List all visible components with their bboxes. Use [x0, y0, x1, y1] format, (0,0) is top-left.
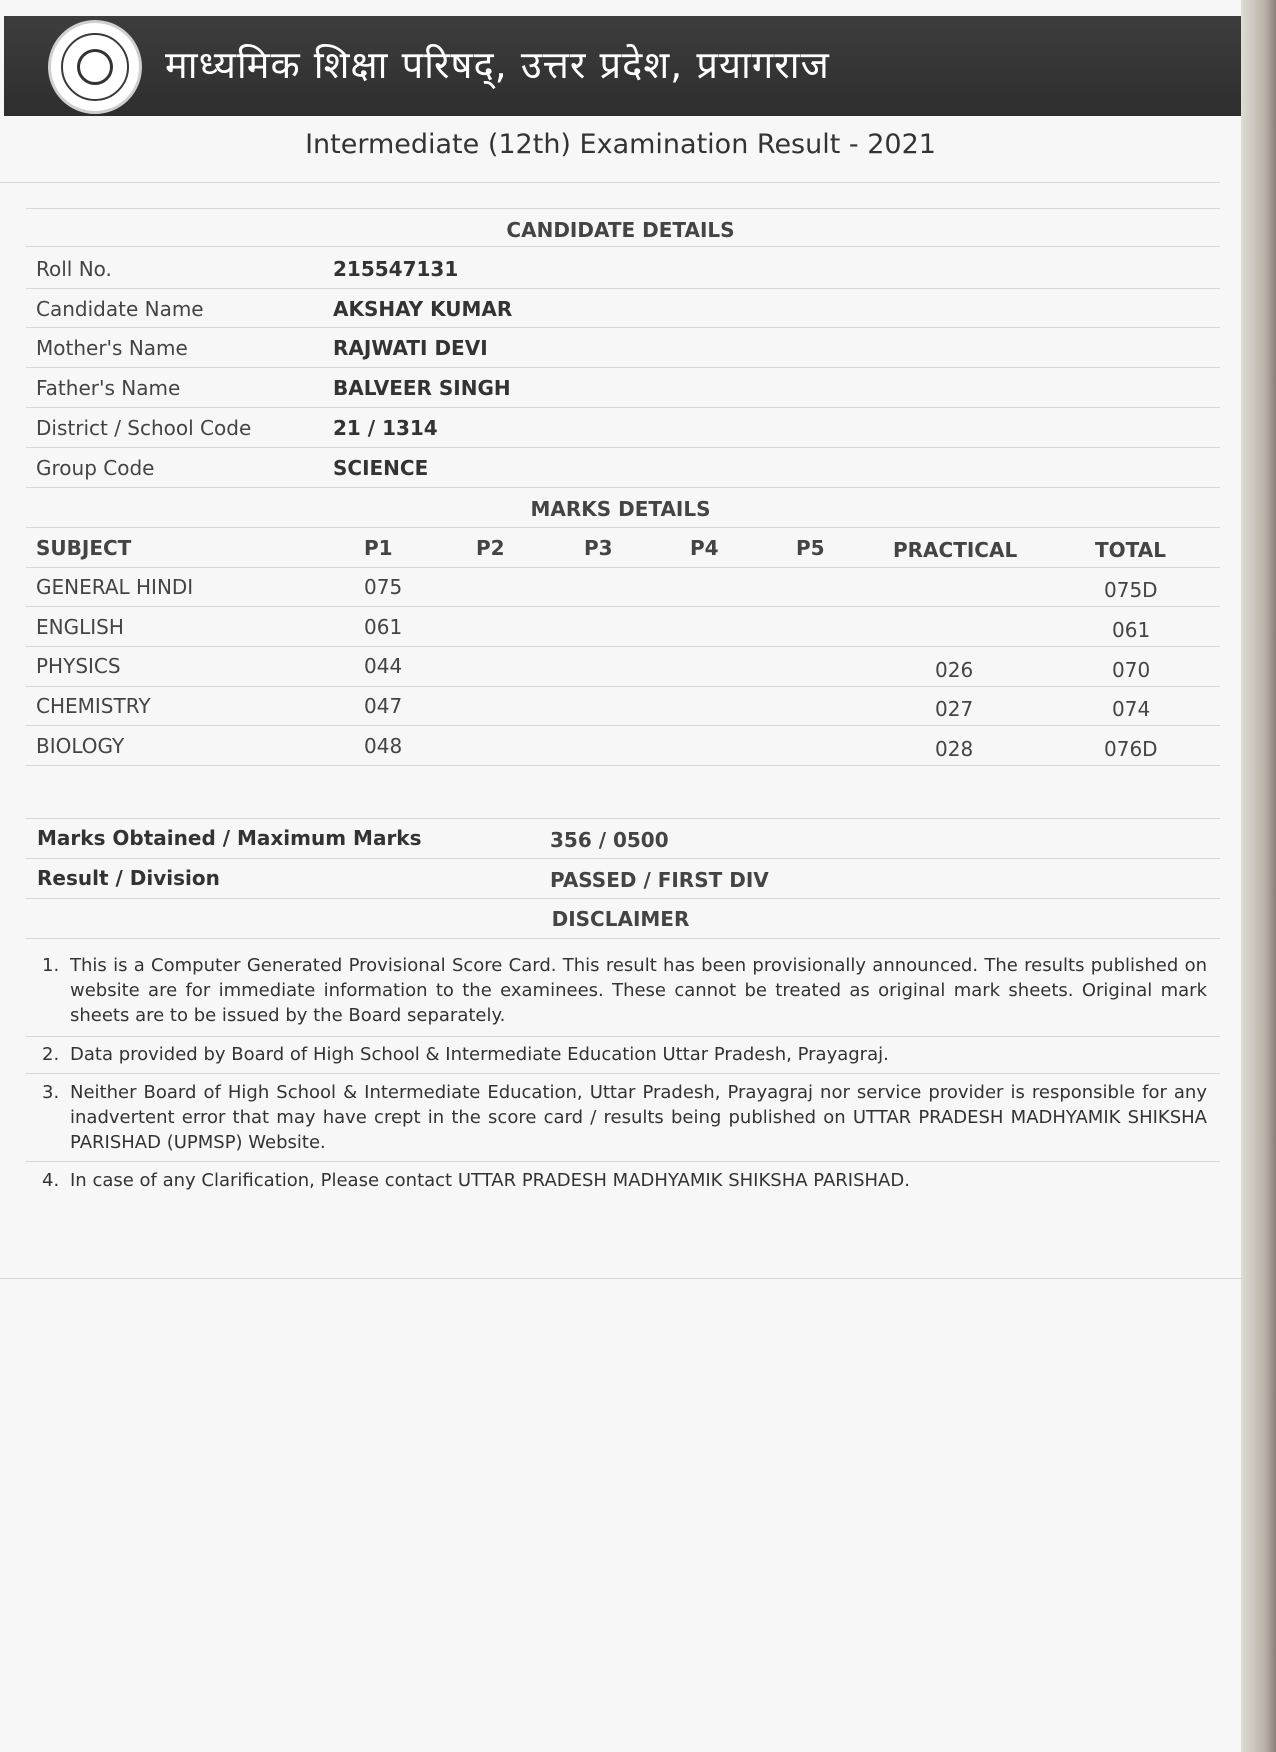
table-row-subject: PHYSICS — [36, 654, 121, 678]
column-header-total: TOTAL — [1095, 538, 1166, 562]
divider — [26, 487, 1220, 488]
disclaimer-item-text: Data provided by Board of High School & Intermediate Education Uttar Pradesh, Prayagraj. — [70, 1044, 889, 1065]
table-row-p1: 075 — [364, 575, 403, 599]
disclaimer-item — [42, 1042, 1207, 1067]
table-row-total: 076D — [1104, 737, 1158, 761]
divider — [26, 567, 1220, 568]
divider — [0, 182, 1220, 183]
divider — [26, 1161, 1220, 1162]
result-division-value: PASSED / FIRST DIV — [550, 868, 769, 892]
table-row-total: 070 — [1112, 658, 1151, 682]
divider — [26, 367, 1220, 368]
divider — [26, 288, 1220, 289]
disclaimer-item — [42, 1168, 1207, 1193]
district-school-code-label: District / School Code — [36, 416, 252, 440]
table-row-practical: 028 — [935, 737, 974, 761]
table-row-subject: ENGLISH — [36, 615, 124, 639]
table-row-subject: CHEMISTRY — [36, 694, 151, 718]
column-header-p3: P3 — [584, 536, 613, 560]
divider — [26, 686, 1220, 687]
marks-details-heading: MARKS DETAILS — [530, 497, 711, 521]
disclaimer-item-text: This is a Computer Generated Provisional Score Card. This result has been provisionally announced. The results published on website are for immediate information to the examinees. These cannot be treated as original mark sheets. Original mark sheets are to be issued by the Board separately. — [70, 955, 1207, 1026]
paper-edge-shadow — [1241, 0, 1276, 1752]
disclaimer-item-number: 1. — [42, 955, 60, 976]
board-title-hindi: माध्यमिक शिक्षा परिषद्, उत्तर प्रदेश, प्रयागराज — [165, 43, 830, 87]
divider — [26, 327, 1220, 328]
divider — [26, 1073, 1220, 1074]
divider — [26, 765, 1220, 766]
marks-obtained-value: 356 / 0500 — [550, 828, 669, 852]
divider — [26, 725, 1220, 726]
column-header-p5: P5 — [796, 536, 825, 560]
divider — [26, 606, 1220, 607]
table-row-subject: BIOLOGY — [36, 734, 125, 758]
group-code-value: SCIENCE — [333, 456, 429, 480]
table-row-subject: GENERAL HINDI — [36, 575, 194, 599]
disclaimer-item-number: 2. — [42, 1044, 60, 1065]
divider — [0, 1278, 1241, 1279]
table-row-p1: 047 — [364, 694, 403, 718]
divider — [26, 407, 1220, 408]
candidate-name-label: Candidate Name — [36, 297, 204, 321]
table-row-p1: 061 — [364, 615, 403, 639]
divider — [26, 246, 1220, 247]
divider — [26, 208, 1220, 209]
disclaimer-heading: DISCLAIMER — [551, 907, 690, 931]
table-row-practical: 026 — [935, 658, 974, 682]
candidate-name-value: AKSHAY KUMAR — [333, 297, 513, 321]
column-header-subject: SUBJECT — [36, 536, 132, 560]
mother-name-value: RAJWATI DEVI — [333, 336, 488, 360]
exam-title: Intermediate (12th) Examination Result - 2021 — [305, 129, 936, 160]
table-row-practical: 027 — [935, 697, 974, 721]
disclaimer-item-text: In case of any Clarification, Please contact UTTAR PRADESH MADHYAMIK SHIKSHA PARISHAD. — [70, 1170, 910, 1191]
disclaimer-item — [42, 953, 1207, 1028]
table-row-p1: 048 — [364, 734, 403, 758]
column-header-practical: PRACTICAL — [893, 538, 1018, 562]
divider — [26, 646, 1220, 647]
result-division-label: Result / Division — [37, 866, 220, 890]
divider — [26, 1036, 1220, 1037]
divider — [26, 527, 1220, 528]
roll-no-label: Roll No. — [36, 257, 112, 281]
roll-no-value: 215547131 — [333, 257, 459, 281]
column-header-p1: P1 — [364, 536, 393, 560]
father-name-value: BALVEER SINGH — [333, 376, 511, 400]
column-header-p2: P2 — [476, 536, 505, 560]
divider — [26, 818, 1220, 819]
disclaimer-item — [42, 1080, 1207, 1155]
marks-obtained-label: Marks Obtained / Maximum Marks — [37, 826, 422, 850]
table-row-total: 075D — [1104, 578, 1158, 602]
divider — [26, 938, 1220, 939]
table-row-p1: 044 — [364, 654, 403, 678]
father-name-label: Father's Name — [36, 376, 181, 400]
divider — [26, 447, 1220, 448]
disclaimer-item-text: Neither Board of High School & Intermediate Education, Uttar Pradesh, Prayagraj nor service provider is responsible for any inadvertent error that may have crept in the score card / results being published on UTTAR PRADESH MADHYAMIK SHIKSHA PARISHAD (UPMSP) Website. — [70, 1082, 1207, 1153]
divider — [26, 898, 1220, 899]
emblem-core — [77, 49, 113, 85]
column-header-p4: P4 — [690, 536, 719, 560]
table-row-total: 074 — [1112, 697, 1151, 721]
up-government-emblem-icon — [48, 20, 142, 114]
group-code-label: Group Code — [36, 456, 155, 480]
district-school-code-value: 21 / 1314 — [333, 416, 438, 440]
disclaimer-item-number: 4. — [42, 1170, 60, 1191]
divider — [26, 858, 1220, 859]
mother-name-label: Mother's Name — [36, 336, 188, 360]
table-row-total: 061 — [1112, 618, 1151, 642]
candidate-details-heading: CANDIDATE DETAILS — [506, 218, 735, 242]
disclaimer-item-number: 3. — [42, 1082, 60, 1103]
